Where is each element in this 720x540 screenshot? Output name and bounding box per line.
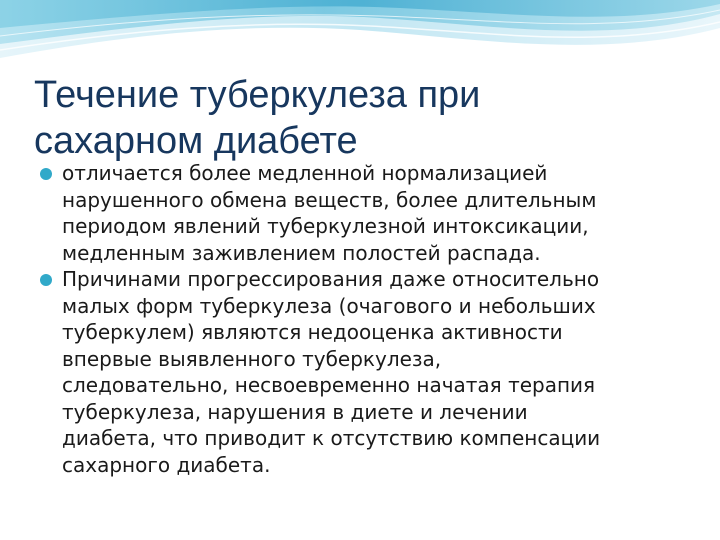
slide-title-line: Течение туберкулеза при bbox=[34, 74, 481, 116]
bullet-item bbox=[38, 266, 688, 478]
bullet-text-line: сахарного диабета. bbox=[62, 452, 271, 477]
bullet-text-line: диабета, что приводит к отсутствию компенсации bbox=[62, 426, 601, 450]
bullet-text-line: отличается более медленной нормализацией bbox=[62, 161, 548, 185]
bullet-text-line: малых форм туберкулеза (очагового и небольших bbox=[62, 293, 596, 318]
bullet-list bbox=[38, 160, 688, 478]
bullet-text-line: следовательно, несвоевременно начатая терапия bbox=[62, 373, 596, 397]
bullet-text-line: медленным заживлением полостей распада. bbox=[62, 240, 541, 265]
bullet-dot-icon bbox=[40, 168, 52, 180]
bullet-text-line: Причинами прогрессирования даже относительно bbox=[62, 267, 600, 291]
slide-title-line: сахарном диабете bbox=[34, 120, 358, 162]
bullet-text-line: туберкулем) являются недооценка активности bbox=[62, 320, 563, 344]
bullet-item bbox=[38, 160, 688, 266]
bullet-text-line: туберкулеза, нарушения в диете и лечении bbox=[62, 399, 528, 424]
slide-title bbox=[34, 72, 694, 164]
bullet-dot-icon bbox=[40, 274, 52, 286]
bullet-text-line: впервые выявленного туберкулеза, bbox=[62, 346, 442, 371]
bullet-text-line: нарушенного обмена веществ, более длительным bbox=[62, 187, 597, 212]
bullet-text-line: периодом явлений туберкулезной интоксикации, bbox=[62, 214, 589, 238]
